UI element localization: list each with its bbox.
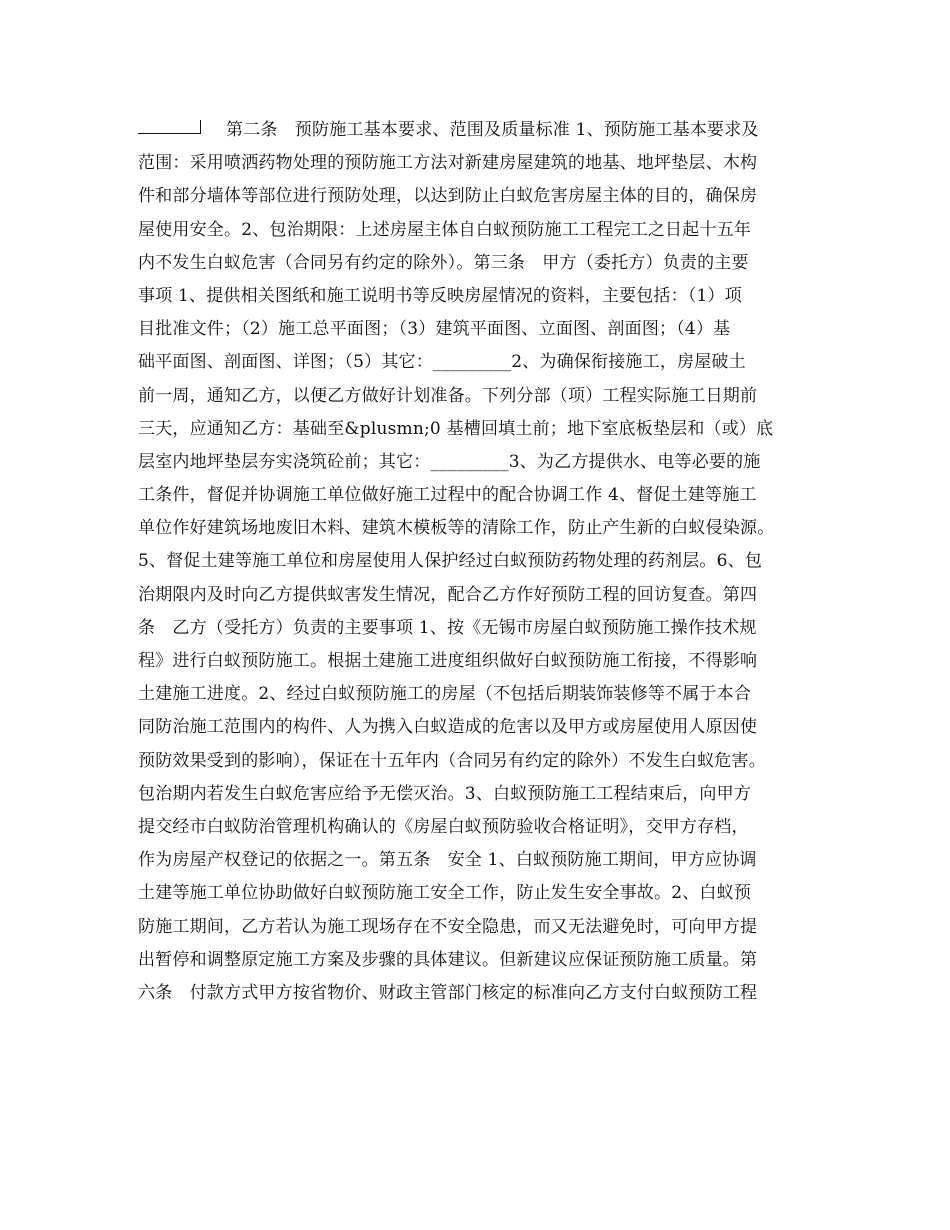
text-line-20: 预防效果受到的影响），保证在十五年内（合同另有约定的除外）不发生白蚁危害。 — [138, 750, 766, 771]
corner-mark-icon — [138, 120, 204, 138]
text-line-19: 同防治施工范围内的构件、人为携入白蚁造成的危害以及甲方或房屋使用人原因使 — [138, 717, 758, 738]
text-line-4: 屋使用安全。2、包治期限：上述房屋主体自白蚁预防施工工程完工之日起十五年 — [138, 219, 752, 240]
text-line-3: 件和部分墙体等部位进行预防处理，以达到防止白蚁危害房屋主体的目的，确保房 — [138, 186, 758, 207]
text-line-6: 事项 1、提供相关图纸和施工说明书等反映房屋情况的资料，主要包括：（1）项 — [138, 285, 742, 306]
text-line-15: 治期限内及时向乙方提供蚁害发生情况，配合乙方作好预防工程的回访复查。第四 — [138, 584, 758, 605]
text-line-8: 础平面图、剖面图、详图；（5）其它：_________2、为确保衔接施工，房屋破土 — [138, 352, 746, 373]
text-line-21: 包治期内若发生白蚁危害应给予无偿灭治。3、白蚁预防施工工程结束后，向甲方 — [138, 783, 752, 804]
text-line-27: 六条 付款方式甲方按省物价、财政主管部门核定的标准向乙方支付白蚁预防工程 — [138, 982, 758, 1003]
text-line-13: 单位作好建筑场地废旧木料、建筑木模板等的清除工作，防止产生新的白蚁侵染源。 — [138, 518, 775, 539]
text-line-1 — [138, 114, 818, 147]
text-line-22: 提交经市白蚁防治管理机构确认的《房屋白蚁预防验收合格证明》，交甲方存档， — [138, 816, 749, 837]
text-line-25: 防施工期间，乙方若认为施工现场存在不安全隐患，而又无法避免时，可向甲方提 — [138, 916, 758, 937]
text-line-16: 条 乙方（受托方）负责的主要事项 1、按《无锡市房屋白蚁预防施工操作技术规 — [138, 617, 757, 638]
contract-text-block — [138, 114, 818, 1010]
text-line-11: 层室内地坪垫层夯实浇筑砼前；其它：_________3、为乙方提供水、电等必要的施 — [138, 451, 761, 472]
text-line-12: 工条件，督促并协调施工单位做好施工过程中的配合协调工作 4、督促土建等施工 — [138, 485, 757, 506]
text-line-2: 范围：采用喷洒药物处理的预防施工方法对新建房屋建筑的地基、地坪垫层、木构 — [138, 153, 758, 174]
text-line-5: 内不发生白蚁危害（合同另有约定的除外）。第三条 甲方（委托方）负责的主要 — [138, 252, 749, 273]
text-line-14: 5、督促土建等施工单位和房屋使用人保护经过白蚁预防药物处理的药剂层。6、包 — [138, 551, 763, 572]
text-line-17: 程》进行白蚁预防施工。根据土建施工进度组织做好白蚁预防施工衔接，不得影响 — [138, 651, 758, 671]
text-line-24: 土建等施工单位协助做好白蚁预防施工安全工作，防止发生安全事故。2、白蚁预 — [138, 883, 752, 904]
text-line-23: 作为房屋产权登记的依据之一。第五条 安全 1、白蚁预防施工期间，甲方应协调 — [138, 850, 757, 871]
text-line-1-content: 第二条 预防施工基本要求、范围及质量标准 1、预防施工基本要求及 — [226, 120, 759, 140]
text-line-18: 土建施工进度。2、经过白蚁预防施工的房屋（不包括后期装饰装修等不属于本合 — [138, 684, 752, 705]
text-line-9: 前一周，通知乙方，以便乙方做好计划准备。下列分部（项）工程实际施工日期前 — [138, 385, 758, 406]
text-line-7: 目批准文件；（2）施工总平面图；（3）建筑平面图、立面图、剖面图；（4）基 — [138, 319, 731, 340]
text-line-26: 出暂停和调整原定施工方案及步骤的具体建议。但新建议应保证预防施工质量。第 — [138, 949, 758, 970]
text-line-10: 三天，应通知乙方：基础至&plusmn;0 基槽回填土前；地下室底板垫层和（或）底 — [138, 418, 774, 439]
